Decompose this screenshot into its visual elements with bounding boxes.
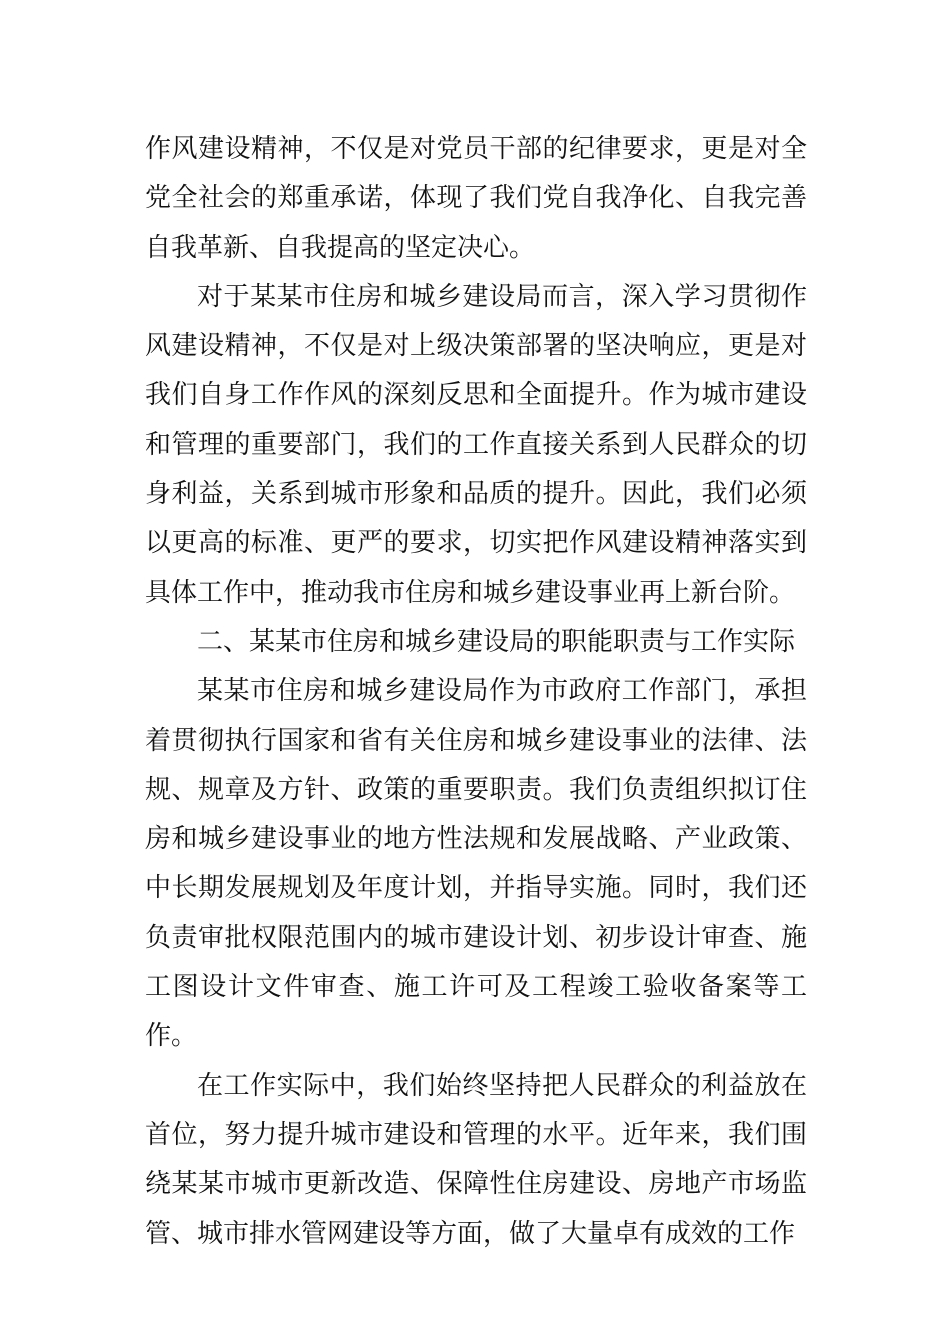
section-heading-functions: 二、某某市住房和城乡建设局的职能职责与工作实际 <box>197 626 796 657</box>
paragraph-housing-bureau-role: 对于某某市住房和城乡建设局而言，深入学习贯彻作风建设精神，不仅是对上级决策部署的坚决响应，更是对我们自身工作作风的深刻反思和全面提升。作为城市建设和管理的重要部门，我们的工作直接关系到人民群众的切身利益，关系到城市形象和品质的提升。因此，我们必须以更高的标准、更严的要求，切实把作风建设精神落实到具体工作中，推动我市住房和城乡建设事业再上新台阶。 <box>145 281 807 608</box>
paragraph-work-practice: 在工作实际中，我们始终坚持把人民群众的利益放在首位，努力提升城市建设和管理的水平。近年来，我们围绕某某市城市更新改造、保障性住房建设、房地产市场监管、城市排水管网建设等方面，做了大量卓有成效的工作 <box>145 1070 807 1249</box>
paragraph-functions: 某某市住房和城乡建设局作为市政府工作部门，承担着贯彻执行国家和省有关住房和城乡建设事业的法律、法规、规章及方针、政策的重要职责。我们负责组织拟订住房和城乡建设事业的地方性法规和发展战略、产业政策、中长期发展规划及年度计划，并指导实施。同时，我们还负责审批权限范围内的城市建设计划、初步设计审查、施工图设计文件审查、施工许可及工程竣工验收备案等工作。 <box>145 676 807 1052</box>
paragraph-continuation: 作风建设精神，不仅是对党员干部的纪律要求，更是对全党全社会的郑重承诺，体现了我们党自我净化、自我完善自我革新、自我提高的坚定决心。 <box>145 134 807 263</box>
document-body <box>145 125 807 1259</box>
